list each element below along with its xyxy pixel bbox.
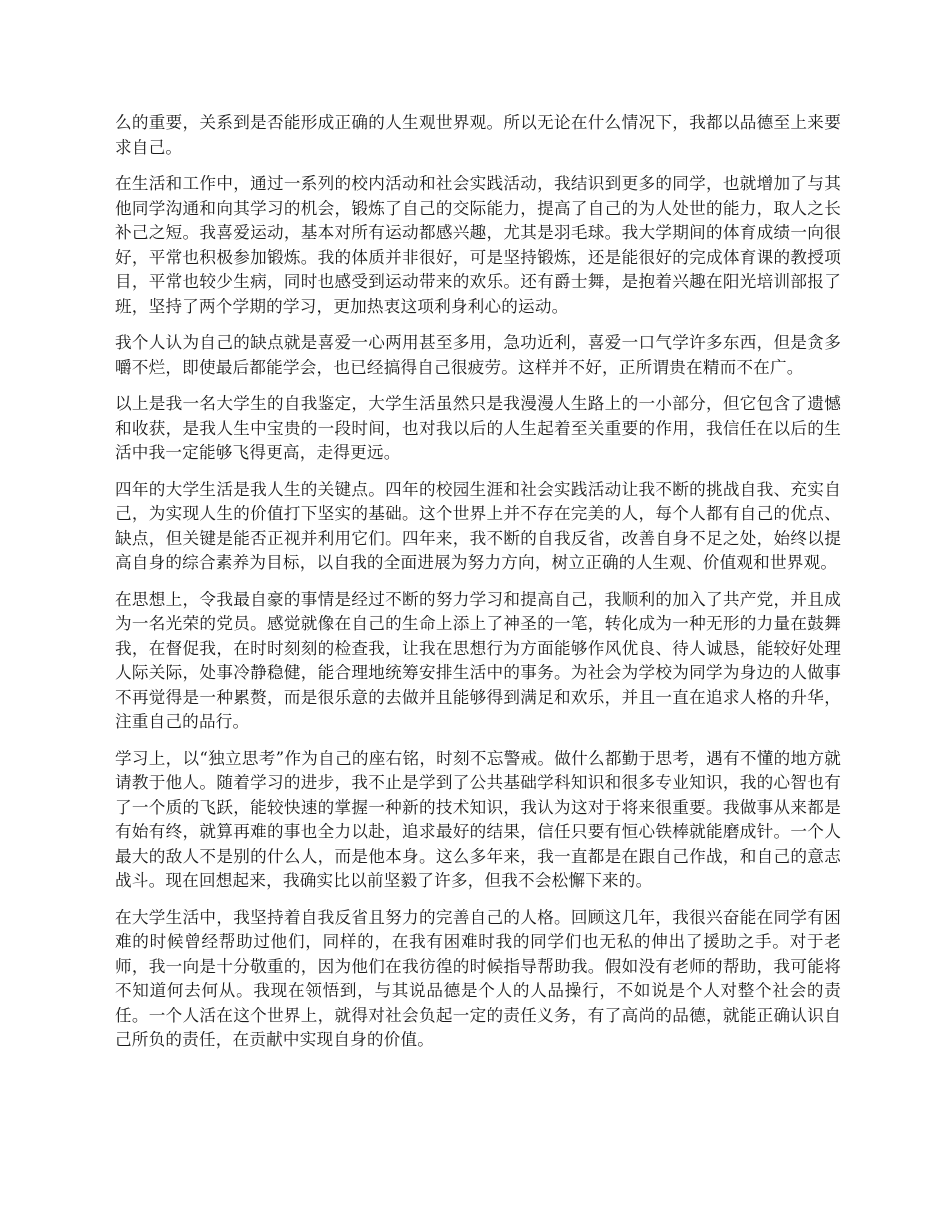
paragraph-5: 四年的大学生活是我人生的关键点。四年的校园生涯和社会实践活动让我不断的挑战自我、充实自己，为实现人生的价值打下坚实的基础。这个世界上并不存在完美的人，每个人都有自己的优点、缺点，但关键是能否正视并利用它们。四年来，我不断的自我反省，改善自身不足之处，始终以提高自身的综合素养为目标，以自我的全面进展为努力方向，树立正确的人生观、价值观和世界观。 (115, 479, 841, 572)
paragraph-4: 以上是我一名大学生的自我鉴定，大学生活虽然只是我漫漫人生路上的一小部分，但它包含了遗憾和收获，是我人生中宝贵的一段时间，也对我以后的人生起着至关重要的作用，我信任在以后的生活中我一定能够飞得更高，走得更远。 (115, 394, 841, 462)
paragraph-2: 在生活和工作中，通过一系列的校内活动和社会实践活动，我结识到更多的同学，也就增加了与其他同学沟通和向其学习的机会，锻炼了自己的交际能力，提高了自己的为人处世的能力，取人之长补己之短。我喜爱运动，基本对所有运动都感兴趣，尤其是羽毛球。我大学期间的体育成绩一向很好，平常也积极参加锻炼。我的体质并非很好，可是坚持锻炼，还是能很好的完成体育课的教授项目，平常也较少生病，同时也感受到运动带来的欢乐。还有爵士舞，是抱着兴趣在阳光培训部报了班，坚持了两个学期的学习，更加热衷这项利身利心的运动。 (115, 174, 841, 316)
paragraph-8: 在大学生活中，我坚持着自我反省且努力的完善自己的人格。回顾这几年，我很兴奋能在同学有困难的时候曾经帮助过他们，同样的，在我有困难时我的同学们也无私的伸出了援助之手。对于老师，我一向是十分敬重的，因为他们在我彷徨的时候指导帮助我。假如没有老师的帮助，我可能将不知道何去何从。我现在领悟到，与其说品德是个人的人品操行，不如说是个人对整个社会的责任。一个人活在这个世界上，就得对社会负起一定的责任义务，有了高尚的品德，就能正确认识自己所负的责任，在贡献中实现自身的价值。 (115, 907, 841, 1049)
paragraph-6: 在思想上，令我最自豪的事情是经过不断的努力学习和提高自己，我顺利的加入了共产党，并且成为一名光荣的党员。感觉就像在自己的生命上添上了神圣的一笔，转化成为一种无形的力量在鼓舞我，在督促我，在时时刻刻的检查我，让我在思想行为方面能够作风优良、待人诚恳，能较好处理人际关际，处事冷静稳健，能合理地统筹安排生活中的事务。为社会为学校为同学为身边的人做事不再觉得是一种累赘，而是很乐意的去做并且能够得到满足和欢乐，并且一直在追求人格的升华，注重自己的品行。 (115, 589, 841, 731)
paragraph-3: 我个人认为自己的缺点就是喜爱一心两用甚至多用，急功近利，喜爱一口气学许多东西，但是贪多嚼不烂，即使最后都能学会，也已经搞得自己很疲劳。这样并不好，正所谓贵在精而不在广。 (115, 333, 841, 377)
paragraph-1: 么的重要，关系到是否能形成正确的人生观世界观。所以无论在什么情况下，我都以品德至上来要求自己。 (115, 113, 841, 157)
paragraph-7: 学习上，以“独立思考”作为自己的座右铭，时刻不忘警戒。做什么都勤于思考，遇有不懂的地方就请教于他人。随着学习的进步，我不止是学到了公共基础学科知识和很多专业知识，我的心智也有了一个质的飞跃，能较快速的掌握一种新的技术知识，我认为这对于将来很重要。我做事从来都是有始有终，就算再难的事也全力以赴，追求最好的结果，信任只要有恒心铁棒就能磨成针。一个人最大的敌人不是别的什么人，而是他本身。这么多年来，我一直都是在跟自己作战，和自己的意志战斗。现在回想起来，我确实比以前坚毅了许多，但我不会松懈下来的。 (115, 748, 841, 890)
document-body (115, 111, 841, 1065)
